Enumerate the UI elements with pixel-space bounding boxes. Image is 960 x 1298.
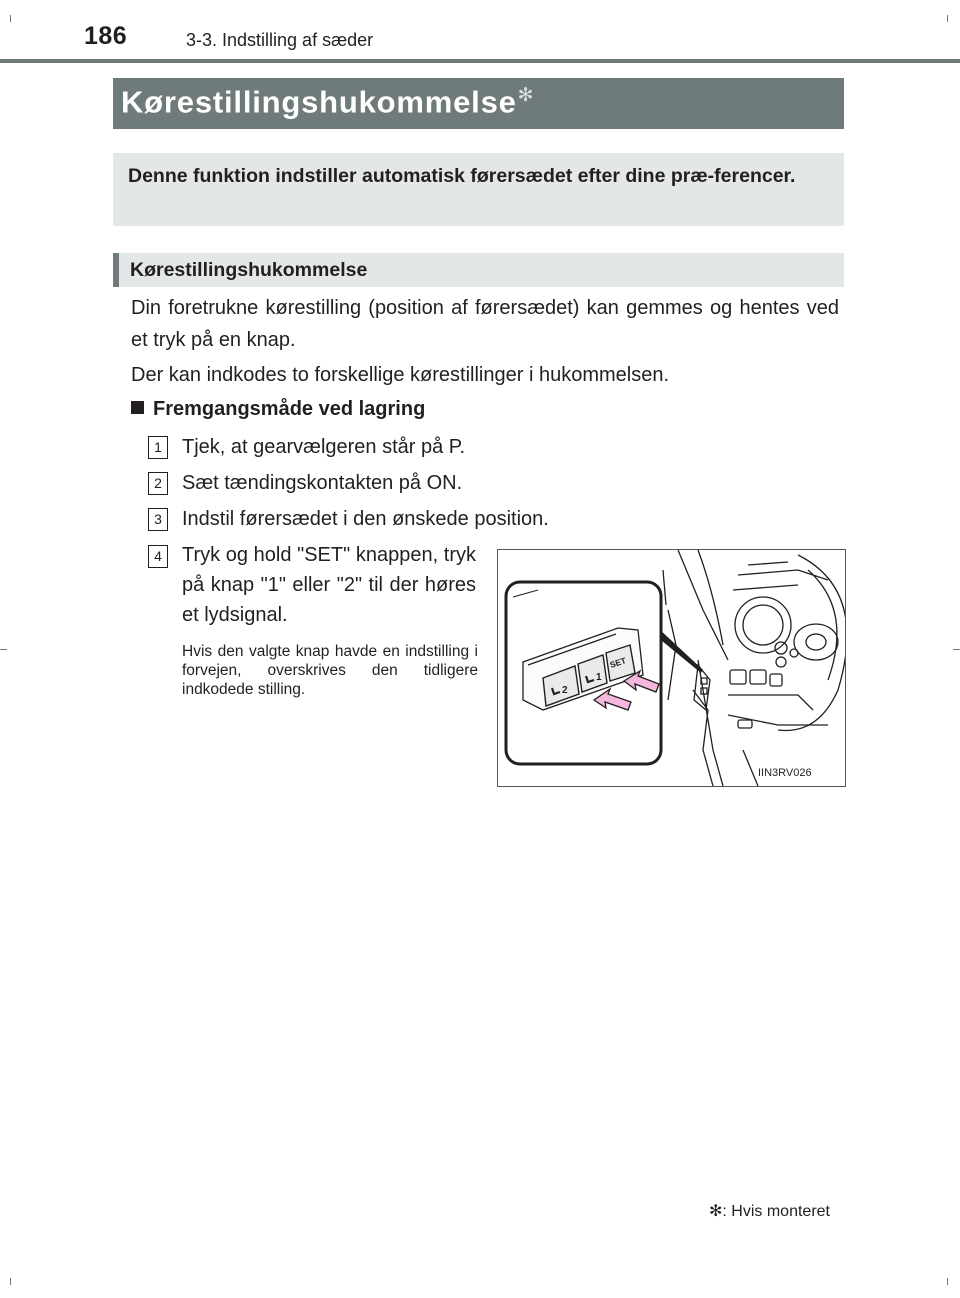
step-text: Tjek, at gearvælgeren står på P.	[182, 436, 466, 458]
square-bullet-icon	[131, 401, 144, 414]
button-2-label: 2	[562, 685, 568, 696]
intro-text: Denne funktion indstiller automatisk førersædet efter dine præ-ferencer.	[128, 165, 796, 187]
asterisk-icon: ✻	[709, 1203, 723, 1220]
intro-box	[113, 153, 844, 226]
header-rule	[0, 59, 960, 63]
step-text: Sæt tændingskontakten på ON.	[182, 472, 463, 494]
page-number: 186	[84, 22, 128, 50]
crop-mark	[953, 649, 960, 650]
section-title-bar	[113, 78, 844, 129]
callout-pointer	[656, 628, 703, 673]
crop-mark	[10, 1278, 11, 1285]
footnote	[709, 1201, 830, 1221]
subsection-accent	[113, 253, 119, 287]
button-set-label: SET	[608, 655, 628, 670]
body-paragraph-1: Din foretrukne kørestilling (position af førersædet) kan gemmes og hentes ved et tryk på en knap.	[131, 297, 839, 351]
section-breadcrumb: 3-3. Indstilling af sæder	[186, 30, 374, 50]
step-number: 2	[148, 472, 168, 495]
step-number: 4	[148, 545, 168, 568]
dashboard-linework	[663, 550, 845, 786]
footnote-text: : Hvis monteret	[722, 1203, 830, 1220]
memory-buttons-illustration	[497, 549, 846, 787]
step-number: 1	[148, 436, 168, 459]
step-note: Hvis den valgte knap havde en indstilling i forvejen, overskrives den tidligere indkodede stilling.	[182, 643, 478, 698]
crop-mark	[0, 649, 7, 650]
step-text: Tryk og hold "SET" knappen, tryk på knap "1" eller "2" til der høres et lydsignal.	[182, 544, 476, 626]
crop-mark	[10, 15, 11, 22]
step-text: Indstil førersædet i den ønskede position.	[182, 508, 549, 530]
crop-mark	[947, 1278, 948, 1285]
optional-marker: ✻	[517, 85, 535, 106]
body-paragraph-2: Der kan indkodes to forskellige kørestillinger i hukommelsen.	[131, 364, 670, 386]
procedure-heading: Fremgangsmåde ved lagring	[131, 398, 425, 421]
subsection-title: Kørestillingshukommelse	[130, 259, 368, 281]
subsection-bar	[113, 253, 844, 287]
crop-mark	[947, 15, 948, 22]
figure-code: IIN3RV026	[758, 767, 812, 779]
section-title: Kørestillingshukommelse✻	[121, 84, 535, 120]
step-number: 3	[148, 508, 168, 531]
button-1-label: 1	[596, 672, 602, 683]
